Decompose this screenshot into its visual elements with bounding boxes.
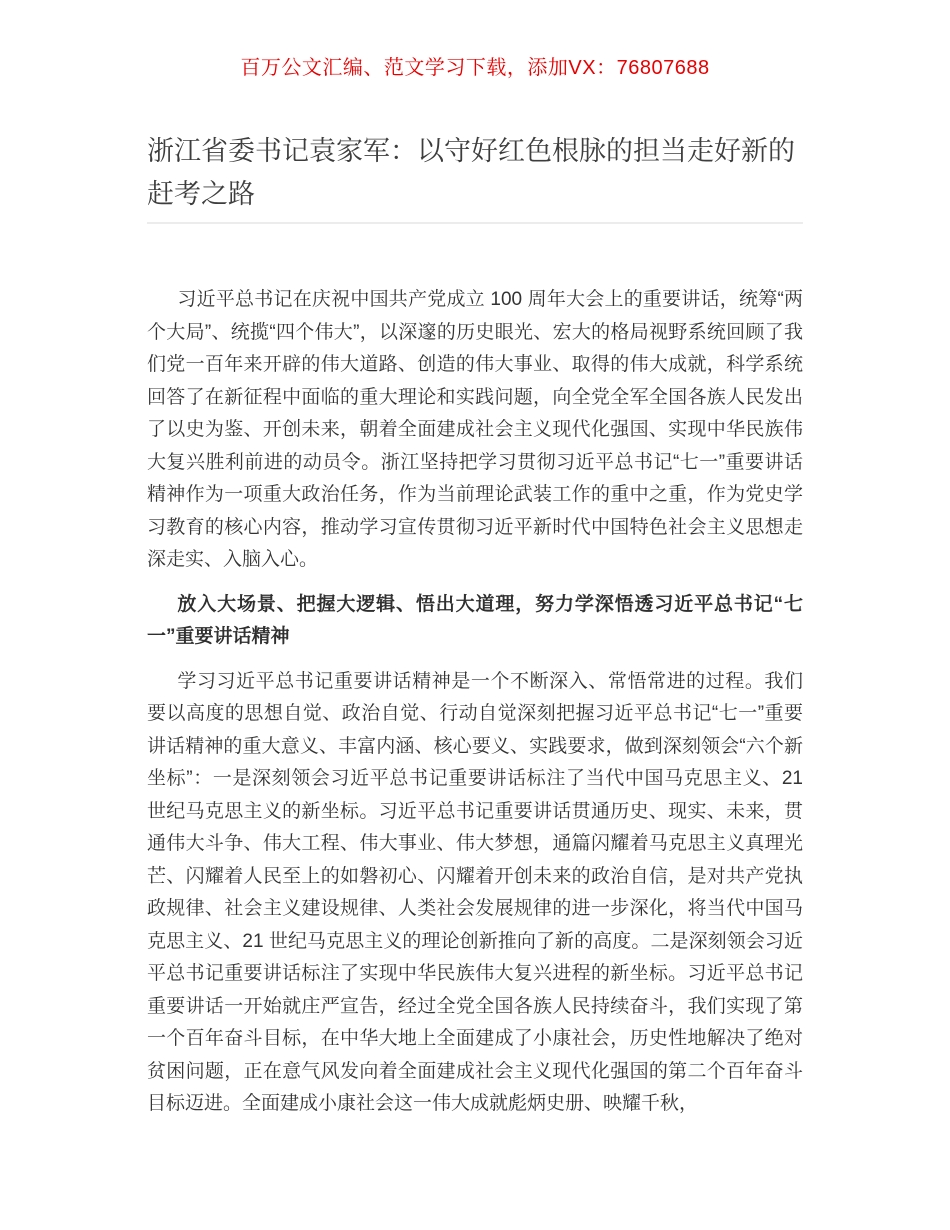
title-divider: [147, 222, 803, 224]
article-container: [147, 130, 803, 1121]
section-heading: 放入大场景、把握大逻辑、悟出大道理，努力学深悟透习近平总书记“七一”重要讲话精神: [147, 593, 803, 647]
paragraph: 习近平总书记在庆祝中国共产党成立 100 周年大会上的重要讲话，统筹“两个大局”、统揽“四个伟大”，以深邃的历史眼光、宏大的格局视野系统回顾了我们党一百年来开辟的伟大道路、创造的伟大事业、取得的伟大成就，科学系统回答了在新征程中面临的重大理论和实践问题，向全党全军全国各族人民发出了以史为鉴、开创未来，朝着全面建成社会主义现代化强国、实现中华民族伟大复兴胜利前进的动员令。浙江坚持把学习贯彻习近平总书记“七一”重要讲话精神作为一项重大政治任务，作为当前理论武装工作的重中之重，作为党史学习教育的核心内容，推动学习宣传贯彻习近平新时代中国特色社会主义思想走深走实、入脑入心。: [147, 289, 803, 570]
article-title: 浙江省委书记袁家军：以守好红色根脉的担当走好新的赶考之路: [147, 136, 795, 209]
article-body: [147, 284, 803, 1121]
promo-banner: 百万公文汇编、范文学习下载，添加VX：76807688: [240, 57, 710, 79]
paragraph: 学习习近平总书记重要讲话精神是一个不断深入、常悟常进的过程。我们要以高度的思想自觉、政治自觉、行动自觉深刻把握习近平总书记“七一”重要讲话精神的重大意义、丰富内涵、核心要义、实践要求，做到深刻领会“六个新坐标”：一是深刻领会习近平总书记重要讲话标注了当代中国马克思主义、21 世纪马克思主义的新坐标。习近平总书记重要讲话贯通历史、现实、未来，贯通伟大斗争、伟大工程、伟大事业、伟大梦想，通篇闪耀着马克思主义真理光芒、闪耀着人民至上的如磐初心、闪耀着开创未来的政治自信，是对共产党执政规律、社会主义建设规律、人类社会发展规律的进一步深化，将当代中国马克思主义、21 世纪马克思主义的理论创新推向了新的高度。二是深刻领会习近平总书记重要讲话标注了实现中华民族伟大复兴进程的新坐标。习近平总书记重要讲话一开始就庄严宣告，经过全党全国各族人民持续奋斗，我们实现了第一个百年奋斗目标，在中华大地上全面建成了小康社会，历史性地解决了绝对贫困问题，正在意气风发向着全面建成社会主义现代化强国的第二个百年奋斗目标迈进。全面建成小康社会这一伟大成就彪炳史册、映耀千秋，: [147, 670, 803, 1114]
